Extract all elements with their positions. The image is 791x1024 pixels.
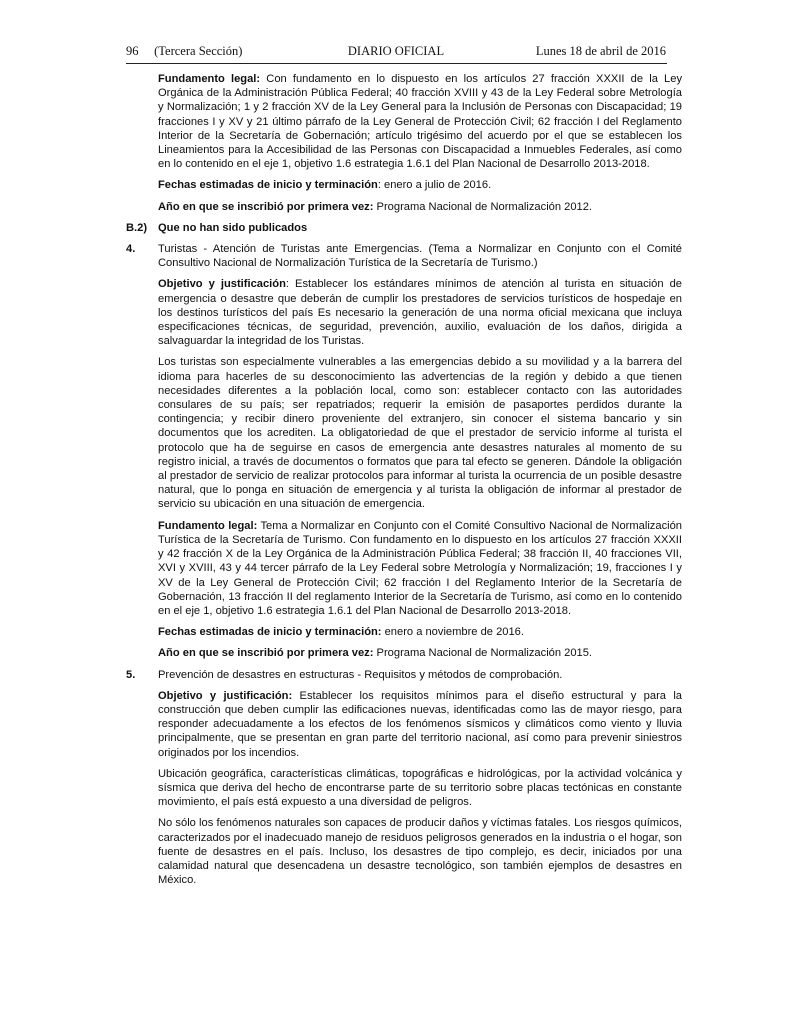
- paragraph-label: Fundamento legal:: [158, 73, 261, 85]
- paragraph-text: : Establecer los estándares mínimos de atención al turista en situación de emergencia o desastre que deberán de cumplir los prestadores de servicios turísticos de hospedaje en los destinos turísticos del país Es necesario la generación de una norma oficial mexicana que incluya especificaciones técnicas, de seguridad, prevención, auxilio, evaluación de los daños, dirigida a salvaguardar la integridad de los Turistas.: [158, 278, 682, 348]
- numbered-item: [126, 668, 682, 682]
- paragraph-objective: [158, 689, 682, 760]
- paragraph-label: Objetivo y justificación:: [158, 689, 293, 702]
- header-rule: [126, 63, 667, 64]
- paragraph-text: Con fundamento en lo dispuesto en los artículos 27 fracción XXXII de la Ley Orgánica de la Administración Pública Federal; 40 fracción XVIII y 43 de la Ley Federal sobre Metrología y Normalización; 1 y 2 fracción XV de la Ley General para la Inclusión de Personas con Discapacidad; 19 fracciones I y XV y 21 último párrafo de la Ley General de Protección Civil; 62 fracción I del Reglamento Interior de la Secretaría de Gobernación; artículo trigésimo del acuerdo por el que se establecen los Lineamientos para la Accesibilidad de las Personas con Discapacidad a Inmuebles Federales, así como en lo contenido en el eje 1, objetivo 1.6 estrategia 1.6.1 del Plan Nacional de Desarrollo 2013-2018.: [158, 73, 683, 171]
- document-body: [126, 72, 682, 894]
- paragraph-label: Año en que se inscribió por primera vez:: [158, 647, 374, 660]
- page-header: [126, 44, 666, 60]
- paragraph-text: Establecer los requisitos mínimos para el diseño estructural y para la construcción que deben cumplir las edificaciones nuevas, identificadas como las de mayor riesgo, para responder adecuadamente a los efectos de los fenómenos sísmicos y climáticos como viento y lluvia principalmente, que se presentan en gran parte del territorio nacional, así como para prevenir siniestros originados por los incendios.: [158, 689, 682, 759]
- paragraph-legal-basis: [158, 72, 682, 171]
- header-page-section: 96 (Tercera Sección): [126, 44, 243, 58]
- paragraph-first-year: [158, 646, 682, 660]
- item-title: Prevención de desastres en estructuras - Requisitos y métodos de comprobación.: [158, 668, 563, 681]
- section-heading: [126, 221, 682, 235]
- paragraph-dates: [158, 178, 682, 192]
- paragraph-label: Fechas estimadas de inicio y terminación:: [158, 626, 382, 639]
- paragraph-text: Programa Nacional de Normalización 2012.: [373, 200, 593, 213]
- item-number: 5.: [126, 668, 136, 681]
- paragraph-label: Año en que se inscribió por primera vez:: [158, 200, 374, 213]
- paragraph-text: : enero a julio de 2016.: [377, 179, 492, 192]
- paragraph-text: Tema a Normalizar en Conjunto con el Comité Consultivo Nacional de Normalización Turística de la Secretaría de Turismo. Con fundamento en lo dispuesto en los artículos 27 fracción XXXII y 42 fracción X de la Ley Orgánica de la Administración Pública Federal; 38 fracción II, 40 fracciones VII, XVI y XVIII, 43 y 44 tercer párrafo de la Ley Federal sobre Metrología y Normalización; 19, fracciones I y XV de la Ley General de Protección Civil; 62 fracción I del Reglamento Interior de la Secretaría de Gobernación, 13 fracción II del reglamento Interior de la Secretaría de Turismo, así como en lo contenido en el eje 1, objetivo 1.6 estrategia 1.6.1 del Plan Nacional de Desarrollo 2013-2018.: [158, 519, 683, 617]
- paragraph-objective: [158, 277, 682, 348]
- section-number: B.2): [126, 221, 148, 234]
- paragraph-label: Objetivo y justificación: [158, 278, 286, 291]
- paragraph-body: No sólo los fenómenos naturales son capaces de producir daños y víctimas fatales. Los riesgos químicos, caracterizados por el inadecuado manejo de residuos peligrosos generados en la industria o el hogar, son fuente de desastres en el país. Incluso, los desastres de tipo complejo, es decir, iniciados por una calamidad natural que desencadena un desastre tecnológico, son también ejemplos de desastres en México.: [158, 817, 682, 887]
- paragraph-text: Programa Nacional de Normalización 2015.: [373, 647, 593, 660]
- header-publication-title: DIARIO OFICIAL: [347, 44, 445, 58]
- paragraph-dates: [158, 625, 682, 639]
- section-title: Que no han sido publicados: [158, 221, 308, 234]
- item-title: Turistas - Atención de Turistas ante Emergencias. (Tema a Normalizar en Conjunto con el Comité Consultivo Nacional de Normalización Turística de la Secretaría de Turismo.): [158, 243, 682, 270]
- paragraph-first-year: [158, 200, 682, 214]
- paragraph-legal-basis: [158, 519, 682, 618]
- paragraph-label: Fundamento legal:: [158, 519, 258, 532]
- paragraph-body: Los turistas son especialmente vulnerables a las emergencias debido a su movilidad y a la barrera del idioma para hacerles de su desconocimiento las advertencias de la región y debido a que tienen necesidades diferentes a la población local, como son: establecer contacto con las autoridades consulares de su país; ser repatriados; requerir la emisión de pasaportes perdidos durante la contingencia; y recibir dinero proveniente del extranjero, sin conocer el sistema bancario y sin documentos que los acrediten. La obligatoriedad de que el prestador de servicio informe al turista el protocolo que ha de seguirse en casos de emergencia ante desastres naturales al momento de su registro inicial, a través de documentos o formatos que para tal efecto se generen. Dándole la obligación al prestador de servicio de realizar protocolos para informar al turista la ocurrencia de un posible desastre natural, que lo ponga en situación de emergencia y al turista la obligación de informar al prestador de servicio su ubicación en una situación de emergencia.: [158, 356, 682, 511]
- paragraph-text: enero a noviembre de 2016.: [381, 626, 524, 639]
- header-date: Lunes 18 de abril de 2016: [535, 44, 666, 58]
- paragraph-body: Ubicación geográfica, características climáticas, topográficas e hidrológicas, por la actividad volcánica y sísmica que deriva del hecho de encontrarse parte de su territorio sobre placas tectónicas en constante movimiento, el país está expuesto a una diversidad de peligros.: [158, 767, 682, 809]
- paragraph-label: Fechas estimadas de inicio y terminación: [158, 179, 378, 192]
- item-number: 4.: [126, 243, 136, 256]
- numbered-item: [126, 242, 682, 270]
